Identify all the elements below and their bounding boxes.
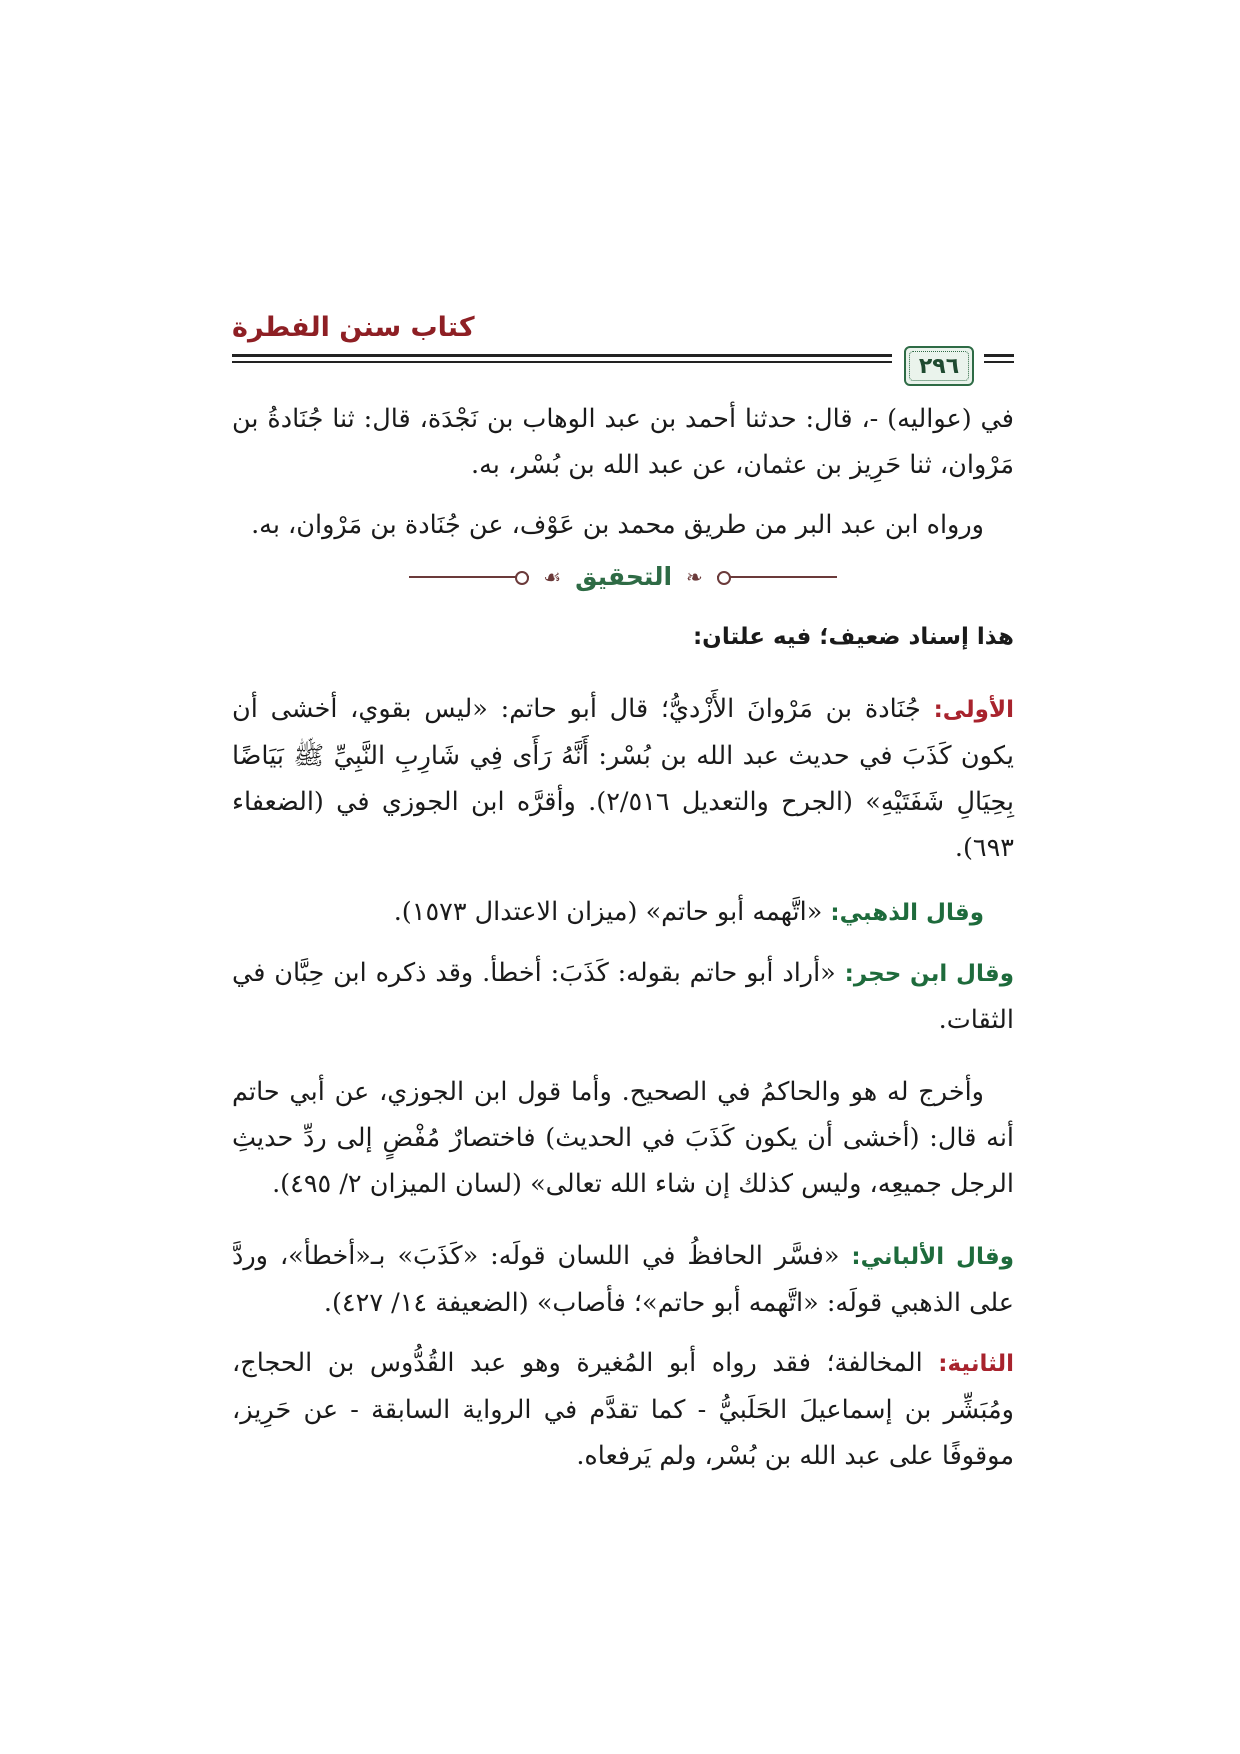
paragraph-first-defect: [232, 686, 1014, 871]
page-header: [232, 312, 1014, 392]
second-defect-text: المخالفة؛ فقد رواه أبو المُغيرة وهو عبد القُدُّوس بن الحجاج، ومُبَشِّر بن إسماعيلَ الحَلَبيُّ - كما تقدَّم في الرواية السابقة - عن حَرِيز، موقوفًا على عبد الله بن بُسْر، ولم يَرفعاه.: [232, 1348, 1014, 1471]
dhahabi-text: «اتَّهمه أبو حاتم» (ميزان الاعتدال ١٥٧٣).: [393, 897, 831, 927]
page-number: ٢٩٦: [918, 353, 960, 379]
verdict-heading: هذا إسناد ضعيف؛ فيه علتان:: [692, 624, 1014, 650]
dhahabi-label: وقال الذهبي:: [830, 900, 984, 926]
paragraph-albani: [232, 1233, 1014, 1326]
divider-line-left: [409, 576, 529, 578]
header-rule: [232, 354, 892, 357]
paragraph-second-defect: [232, 1340, 1014, 1479]
header-rule-tail: [984, 354, 1014, 357]
first-defect-label: الأولى:: [933, 697, 1014, 723]
ibn-hajar-text: «أراد أبو حاتم بقوله: كَذَبَ: أخطأ. وقد ذكره ابن حِبَّان في الثقات.: [232, 958, 1014, 1035]
header-rule-tail-thin: [984, 361, 1014, 363]
albani-text: «فسَّر الحافظُ في اللسان قولَه: «كَذَبَ» بـ«أخطأ»، وردَّ على الذهبي قولَه: «اتَّهمه أبو حاتم»؛ فأصاب» (الضعيفة ١٤/ ٤٢٧).: [232, 1241, 1014, 1318]
paragraph-ibn-hajar: [232, 950, 1014, 1043]
ibn-hajar-label: وقال ابن حجر:: [844, 961, 1014, 987]
paragraph-isnad: في (عواليه) -، قال: حدثنا أحمد بن عبد الوهاب بن نَجْدَة، قال: ثنا جُنَادةُ بن مَرْوان، ثنا حَرِيز بن عثمان، عن عبد الله بن بُسْر، به.: [232, 404, 1014, 480]
header-rule-thin: [232, 361, 892, 363]
page-body: [232, 396, 1014, 1479]
second-defect-label: الثانية:: [938, 1351, 1014, 1377]
divider-line-right: [717, 576, 837, 578]
paragraph-ibn-hajar-continued: وأخرج له هو والحاكمُ في الصحيح. وأما قول ابن الجوزي، عن أبي حاتم أنه قال: (أخشى أن يكون كَذَبَ في الحديث) فاختصارٌ مُفْضٍ إلى ردِّ حديثِ الرجل جميعِه، وليس كذلك إن شاء الله تعالى» (لسان الميزان ٢/ ٤٩٥).: [232, 1077, 1014, 1199]
book-title: كتاب سنن الفطرة: [232, 312, 475, 343]
albani-label: وقال الألباني:: [851, 1244, 1014, 1270]
ornament-icon: ❧: [686, 565, 703, 589]
paragraph-ibn-abd-al-barr: ورواه ابن عبد البر من طريق محمد بن عَوْف، عن جُنَادة بن مَرْوان، به.: [251, 510, 984, 540]
section-divider: [232, 554, 1014, 600]
page-number-badge: [904, 346, 974, 386]
first-defect-text: جُنَادة بن مَرْوانَ الأَزْديُّ؛ قال أبو حاتم: «ليس بقوي، أخشى أن يكون كَذَبَ في حديث عبد الله بن بُسْر: أَنَّهُ رَأَى فِي شَارِبِ النَّبِيِّ ﷺ بَيَاضًا بِحِيَالِ شَفَتَيْهِ» (الجرح والتعديل ٢/٥١٦). وأقرَّه ابن الجوزي في (الضعفاء ٦٩٣).: [232, 694, 1015, 863]
paragraph-dhahabi: [232, 889, 1014, 936]
section-title: التحقيق: [575, 562, 673, 591]
ornament-icon: ☙: [543, 565, 562, 589]
